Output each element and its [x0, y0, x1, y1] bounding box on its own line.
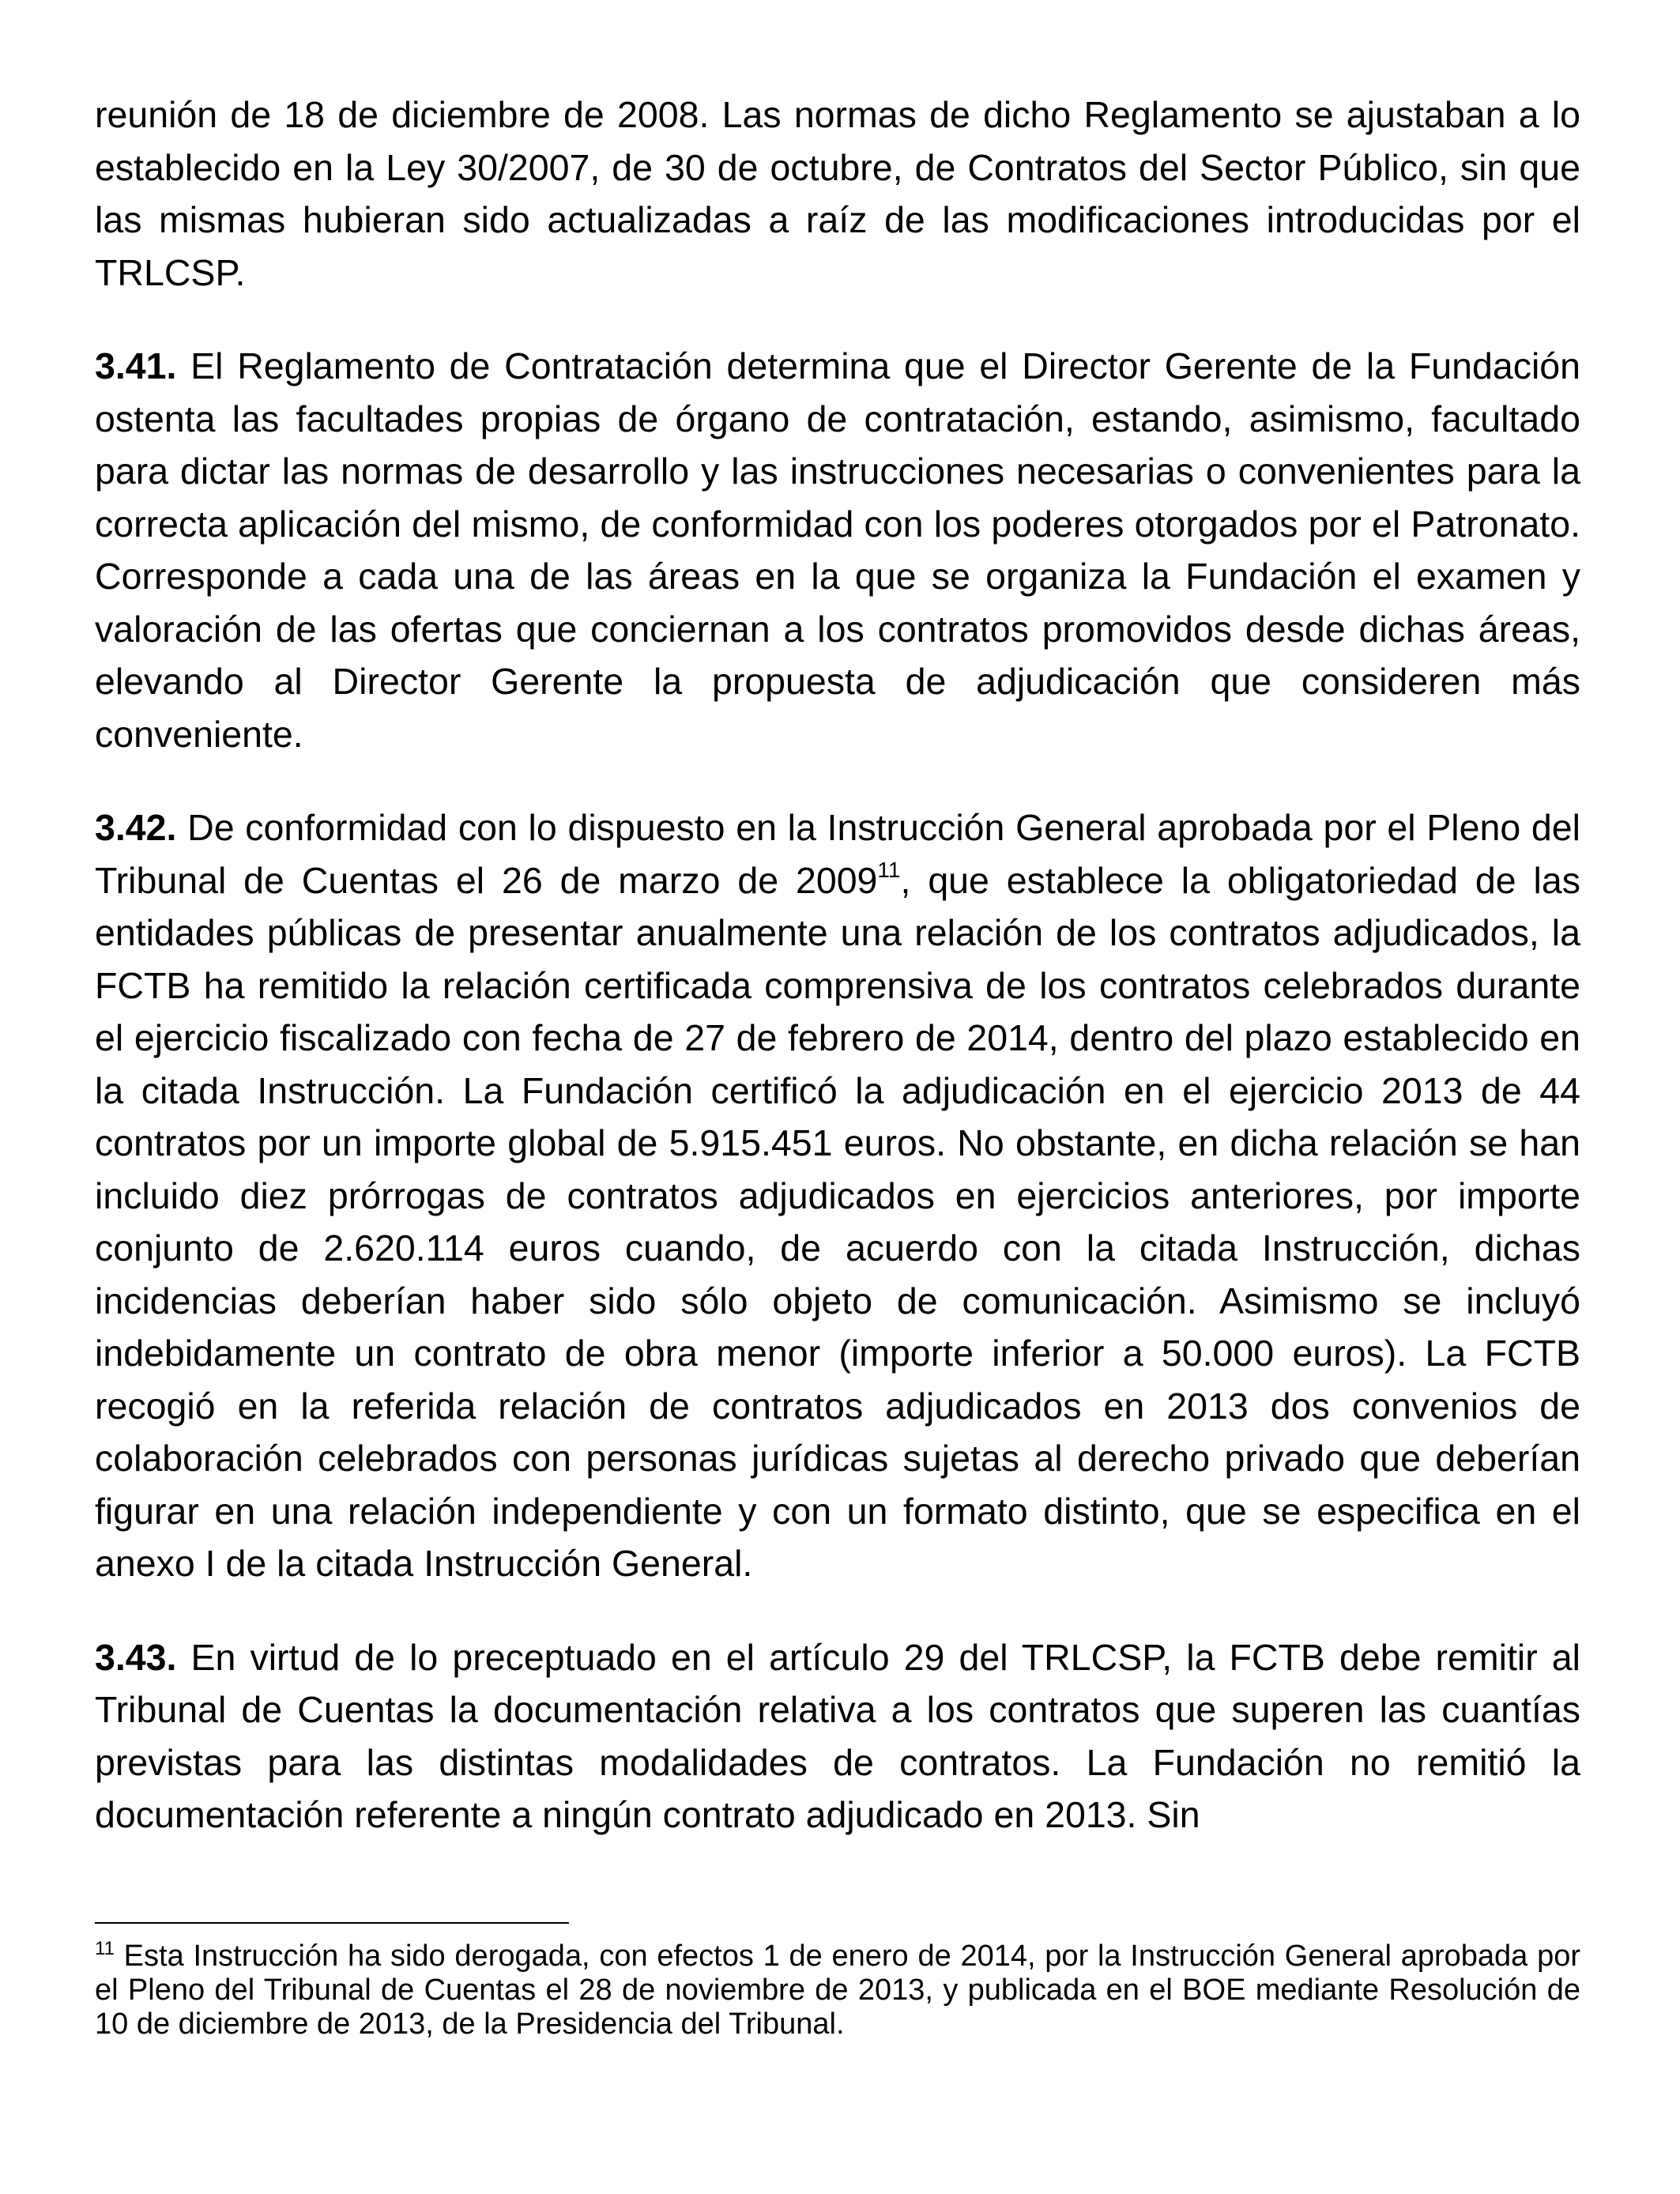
- footnote-marker: 11: [95, 1938, 115, 1959]
- document-body: [95, 89, 1580, 1842]
- footnote-reference[interactable]: 11: [877, 857, 901, 882]
- paragraph-text: En virtud de lo preceptuado en el artículo 29 del TRLCSP, la FCTB debe remitir al Tribunal de Cuentas la documentación relativa a los contratos que superen las cuantías previstas para las distintas modalidades de contratos. La Fundación no remitió la documentación referente a ningún contrato adjudicado en 2013. Sin: [95, 1636, 1580, 1835]
- paragraph-text: De conformidad con lo dispuesto en la Instrucción General aprobada por el Pleno del Tribunal de Cuentas el 26 de marzo de 2009: [95, 807, 1580, 901]
- paragraph-continuation: [95, 89, 1580, 299]
- footnote-separator: [95, 1922, 569, 1924]
- footnote-text: Esta Instrucción ha sido derogada, con efectos 1 de enero de 2014, por la Instrucción General aprobada por el Pleno del Tribunal de Cuentas el 28 de noviembre de 2013, y publicada en el BOE mediante Resolución de 10 de diciembre de 2013, de la Presidencia del Tribunal.: [95, 1940, 1580, 2041]
- footnote: [95, 1940, 1580, 2041]
- paragraph-3-41: [95, 340, 1580, 760]
- paragraph-number: 3.42.: [95, 807, 177, 848]
- paragraph-text: , que establece la obligatoriedad de las entidades públicas de presentar anualmente una relación de los contratos adjudicados, la FCTB ha remitido la relación certificada comprensiva de los contratos celebrados durante el ejercicio fiscalizado con fecha de 27 de febrero de 2014, dentro del plazo establecido en la citada Instrucción. La Fundación certificó la adjudicación en el ejercicio 2013 de 44 contratos por un importe global de 5.915.451 euros. No obstante, en dicha relación se han incluido diez prórrogas de contratos adjudicados en ejercicios anteriores, por importe conjunto de 2.620.114 euros cuando, de acuerdo con la citada Instrucción, dichas incidencias deberían haber sido sólo objeto de comunicación. Asimismo se incluyó indebidamente un contrato de obra menor (importe inferior a 50.000 euros). La FCTB recogió en la referida relación de contratos adjudicados en 2013 dos convenios de colaboración celebrados con personas jurídicas sujetas al derecho privado que deberían figurar en una relación independiente y con un formato distinto, que se especifica en el anexo I de la citada Instrucción General.: [95, 859, 1580, 1584]
- paragraph-3-42: [95, 801, 1580, 1590]
- paragraph-3-43: [95, 1631, 1580, 1842]
- paragraph-number: 3.41.: [95, 345, 177, 386]
- paragraph-number: 3.43.: [95, 1636, 177, 1678]
- paragraph-text: reunión de 18 de diciembre de 2008. Las normas de dicho Reglamento se ajustaban a lo establecido en la Ley 30/2007, de 30 de octubre, de Contratos del Sector Público, sin que las mismas hubieran sido actualizadas a raíz de las modificaciones introducidas por el TRLCSP.: [95, 94, 1580, 293]
- paragraph-text: El Reglamento de Contratación determina que el Director Gerente de la Fundación ostenta las facultades propias de órgano de contratación, estando, asimismo, facultado para dictar las normas de desarrollo y las instrucciones necesarias o convenientes para la correcta aplicación del mismo, de conformidad con los poderes otorgados por el Patronato. Corresponde a cada una de las áreas en la que se organiza la Fundación el examen y valoración de las ofertas que conciernan a los contratos promovidos desde dichas áreas, elevando al Director Gerente la propuesta de adjudicación que consideren más conveniente.: [95, 345, 1580, 755]
